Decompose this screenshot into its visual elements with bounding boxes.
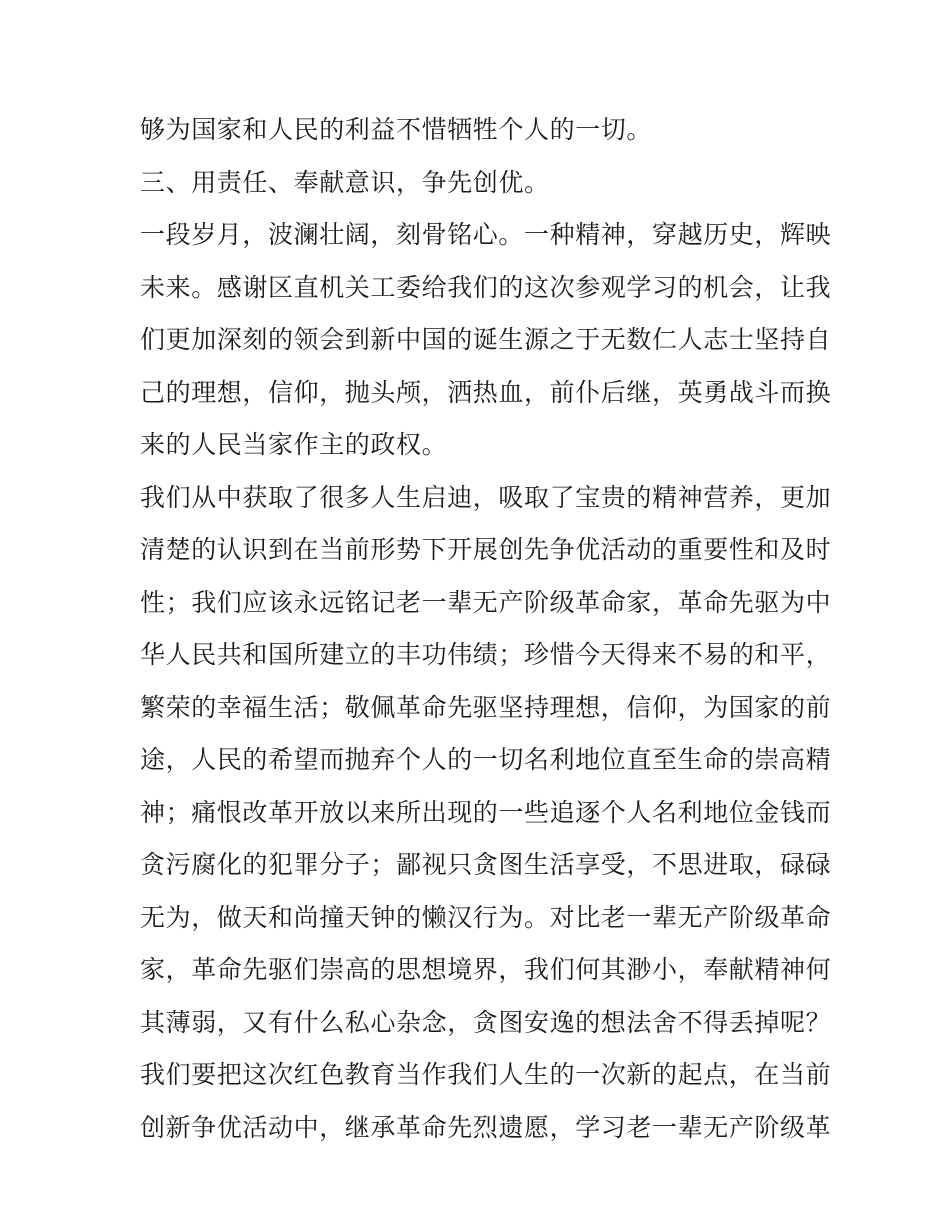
section-heading: 三、用责任、奉献意识，争先创优。 (140, 167, 550, 197)
text-line: 清楚的认识到在当前形势下开展创先争优活动的重要性和及时 (140, 535, 832, 564)
text-line: 其薄弱，又有什么私心杂念，贪图安逸的想法舍不得丢掉呢？ (140, 1007, 832, 1037)
text-line: 我们要把这次红色教育当作我们人生的一次新的起点，在当前 (140, 1060, 832, 1089)
text-line: 家，革命先驱们崇高的思想境界，我们何其渺小，奉献精神何 (140, 955, 832, 984)
text-line: 华人民共和国所建立的丰功伟绩；珍惜今天得来不易的和平， (140, 640, 832, 669)
text-line: 性；我们应该永远铭记老一辈无产阶级革命家，革命先驱为中 (140, 587, 832, 617)
text-line: 创新争优活动中，继承革命先烈遗愿，学习老一辈无产阶级革 (140, 1112, 832, 1142)
text-line: 我们从中获取了很多人生启迪，吸取了宝贵的精神营养，更加 (140, 482, 832, 512)
text-line: 途，人民的希望而抛弃个人的一切名利地位直至生命的崇高精 (140, 745, 832, 774)
text-line: 繁荣的幸福生活；敬佩革命先驱坚持理想，信仰，为国家的前 (140, 692, 832, 722)
text-line: 来的人民当家作主的政权。 (140, 430, 448, 459)
text-line: 己的理想，信仰，抛头颅，洒热血，前仆后继，英勇战斗而换 (140, 377, 832, 407)
text-line: 够为国家和人民的利益不惜牺牲个人的一切。 (140, 115, 653, 144)
text-line: 未来。感谢区直机关工委给我们的这次参观学习的机会，让我 (140, 272, 832, 302)
body-text (140, 104, 832, 1154)
text-line: 一段岁月，波澜壮阔，刻骨铭心。一种精神，穿越历史，辉映 (140, 220, 832, 249)
text-line: 神；痛恨改革开放以来所出现的一些追逐个人名利地位金钱而 (140, 797, 832, 827)
text-line: 贪污腐化的犯罪分子；鄙视只贪图生活享受，不思进取，碌碌 (140, 850, 832, 879)
text-line: 无为，做天和尚撞天钟的懒汉行为。对比老一辈无产阶级革命 (140, 902, 832, 932)
text-line: 们更加深刻的领会到新中国的诞生源之于无数仁人志士坚持自 (140, 325, 832, 354)
